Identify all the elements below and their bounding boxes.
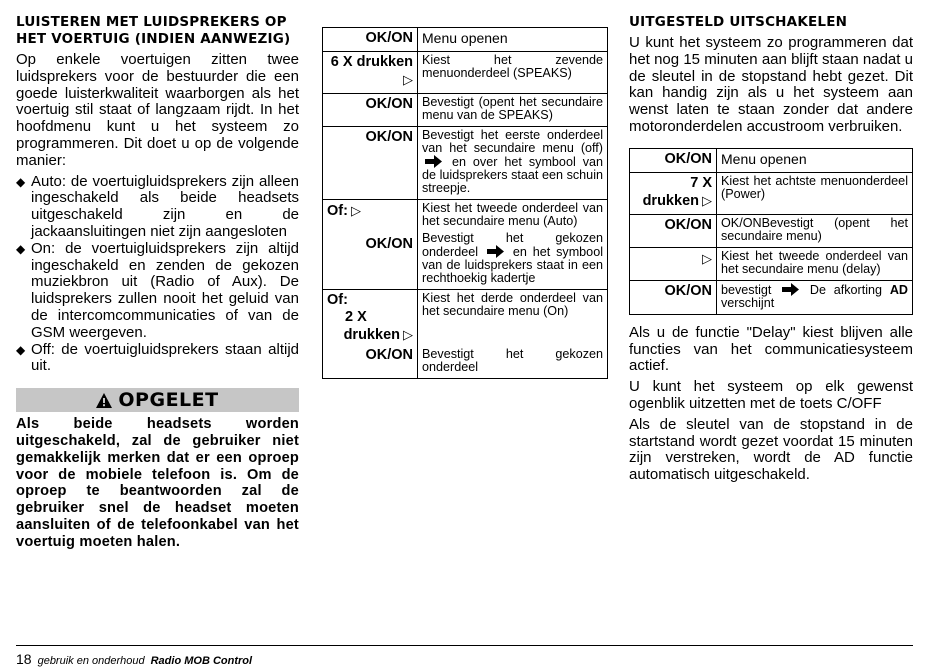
warning-title: OPGELET [118,389,219,412]
table-row [323,290,608,379]
page-number: 18 [16,651,32,667]
play-triangle-icon: ▷ [702,250,712,266]
footer-section: gebruik en onderhoud [37,655,145,667]
desc-cell: Kiest het zevende menuonderdeel (SPEAKS) [418,52,608,94]
desc-cell: Bevestigt (opent het secundaire menu van de SPEAKS) [418,94,608,127]
list-item: ◆ Auto: de voertuigluidsprekers zijn alleen ingeschakeld als beide headsets uitgeschakeld zijn en de jackaansluitingen niet zijn aangesloten [16,172,299,240]
right-column [629,12,913,488]
speaker-steps-table [322,27,608,379]
key-cell: Of: ▷ OK/ON [323,200,418,290]
table-row [323,94,608,127]
table-row [323,127,608,200]
ignition-paragraph: Als de sleutel van de stopstand in de startstand wordt gezet voordat 15 minuten zijn verstreken, wordt de AD functie automatisch uitgeschakeld. [629,415,913,484]
desc-cell: bevestigt De afkorting AD verschijnt [717,280,913,314]
diamond-bullet-icon: ◆ [16,174,26,189]
key-cell: OK/ON [323,94,418,127]
section-heading-delay: UITGESTELD UITSCHAKELEN [629,14,848,30]
list-item: ◆ Off: de voertuigluidsprekers staan altijd uit. [16,340,299,375]
right-arrow-icon [782,283,799,296]
table-row [323,200,608,290]
key-cell: OK/ON [630,214,717,247]
table-row [630,214,913,247]
warning-text: Als beide headsets worden uitgeschakeld, zal de gebruiker niet gemakkelijk merken dat er een oproep voor de mobiele telefoon is. Om de oproep te beantwoorden zal de gebruiker snel de headset moeten aansluiten of de telefoonkabel van het voertuig moeten halen. [16,416,299,550]
key-cell [630,247,717,280]
desc-cell: Kiest het tweede onderdeel van het secundaire menu (Auto) Bevestigt het gekozen onderdeel en het symbool van de luidsprekers staat in een rechthoekig kadertje [418,200,608,290]
table-row [323,28,608,52]
warning-triangle-icon [96,393,112,408]
key-cell: OK/ON [630,280,717,314]
delay-steps-table [629,148,913,315]
play-triangle-icon: ▷ [350,203,361,218]
table-row [323,52,608,94]
desc-cell: Menu openen [418,28,608,52]
speaker-steps-table-wrapper [322,27,608,379]
footer-product: Radio MOB Control [150,655,253,667]
diamond-bullet-icon: ◆ [16,241,26,256]
desc-cell: Bevestigt het eerste onderdeel van het secundaire menu (off) en over het symbool van de luidsprekers staat een schuin streepje. [418,127,608,200]
table-row [630,280,913,314]
delay-paragraph: Als u de functie "Delay" kiest blijven alle functies van het communicatiesysteem actief. [629,323,913,375]
footer-divider [16,645,913,646]
list-item: ◆ On: de voertuigluidsprekers zijn altijd ingeschakeld en zenden de gekozen muziekbron uit (Radio of Aux). De luidsprekers zullen nooit het geluid van de intercomcommunicaties of van de GSM weergeven. [16,239,299,341]
desc-cell: Kiest het achtste menuonderdeel (Power) [717,172,913,214]
warning-banner [16,388,299,412]
off-paragraph: U kunt het systeem op elk gewenst ogenblik uitzetten met de toets C/OFF [629,378,913,412]
key-cell: OK/ON [323,127,418,200]
intro-paragraph: Op enkele voertuigen zitten twee luidsprekers voor de bestuurder die een goede luisterkwaliteit waarborgen als het voertuig stil staat of langzaam rijdt. In het hoofdmenu kunt u het systeem zo programmeren. Dit doet u op de volgende manier: [16,51,299,169]
page-footer [16,651,252,667]
play-triangle-icon: ▷ [403,72,413,87]
key-cell: Of: 2 X drukken ▷ OK/ON [323,290,418,379]
key-cell: OK/ON [630,148,717,172]
desc-cell: Menu openen [717,148,913,172]
right-arrow-icon [425,155,442,168]
left-column [16,12,299,551]
right-arrow-icon [487,245,504,258]
options-list [16,174,299,376]
desc-cell: Kiest het derde onderdeel van het secundaire menu (On) Bevestigt het gekozen onderdeel [418,290,608,379]
table-row [630,148,913,172]
key-cell: 6 X drukken ▷ [323,52,418,94]
desc-cell: OK/ONBevestigt (opent het secundaire menu) [717,214,913,247]
table-row [630,172,913,214]
desc-cell: Kiest het tweede onderdeel van het secundaire menu (delay) [717,247,913,280]
play-triangle-icon: ▷ [403,327,413,342]
section-heading-speakers: LUISTEREN MET LUIDSPREKERS OP HET VOERTUIG (INDIEN AANWEZIG) [16,14,291,47]
key-cell: OK/ON [323,28,418,52]
play-triangle-icon: ▷ [702,192,712,208]
key-cell: 7 X drukken ▷ [630,172,717,214]
intro-paragraph: U kunt het systeem zo programmeren dat het nog 15 minuten aan blijft staan nadat u de sleutel in de stopstand hebt gezet. Dit kan handig zijn als u het systeem aan wenst laten te staan zonder dat andere motoronderdelen accustroom verbruiken. [629,34,913,135]
diamond-bullet-icon: ◆ [16,342,26,357]
table-row [630,247,913,280]
